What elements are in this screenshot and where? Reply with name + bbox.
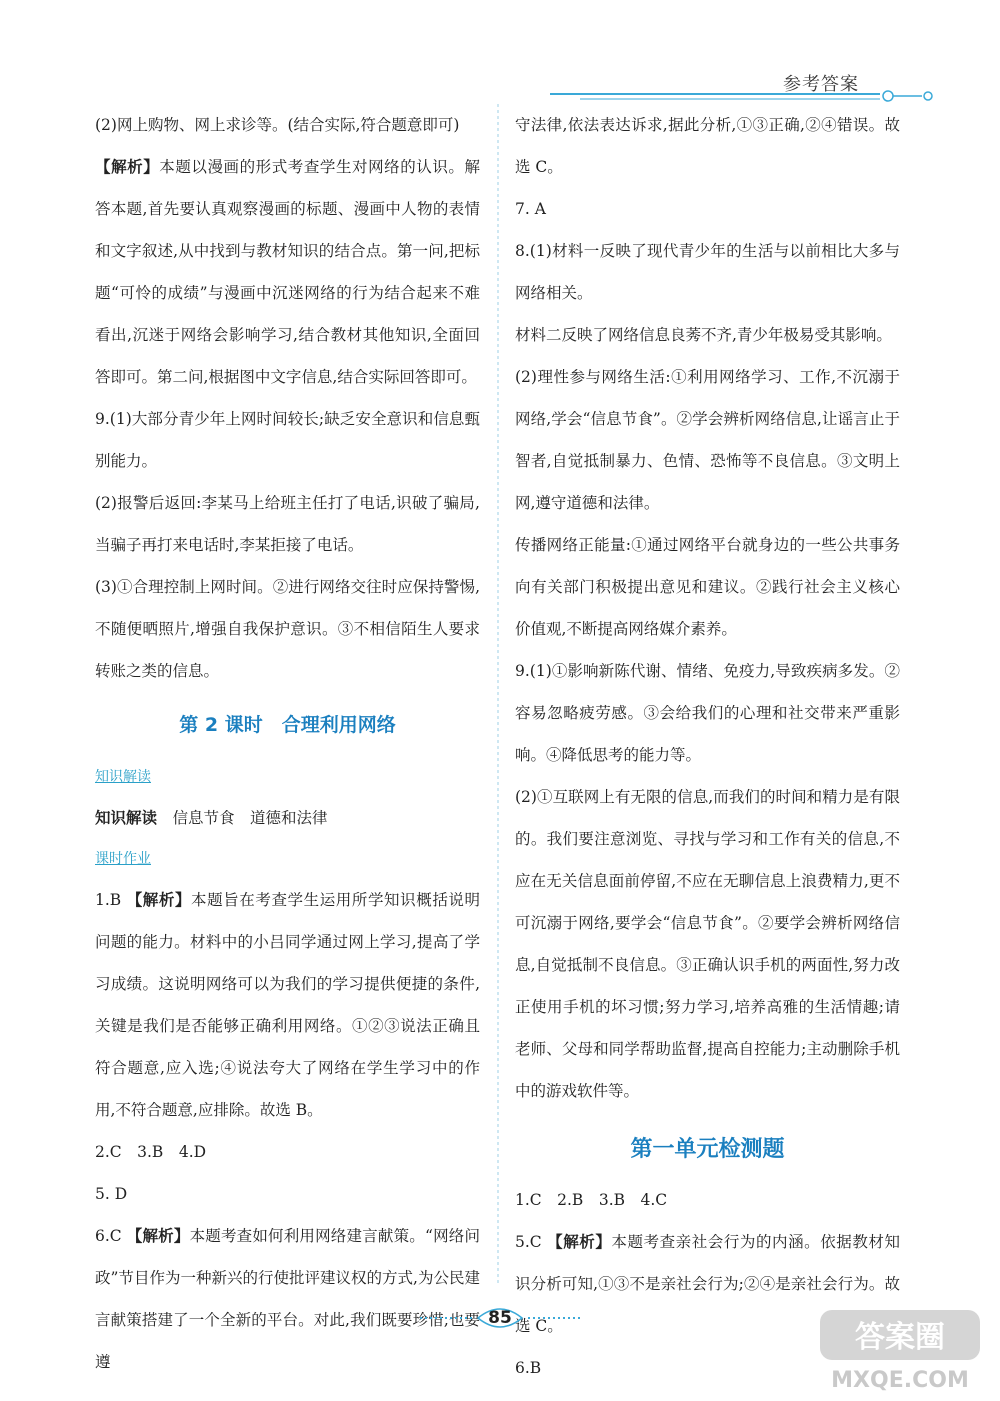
header-decoration (550, 86, 940, 106)
answer-8-1: 8.(1)材料一反映了现代青少年的生活与以前相比大多与网络相关。 (515, 242, 900, 302)
analysis-tag: 【解析】 (547, 1232, 612, 1251)
analysis-8 (95, 146, 480, 398)
analysis-tag: 【解析】 (126, 1226, 190, 1245)
test-answers-1-4: 1.C 2.B 3.B 4.C (515, 1191, 668, 1209)
answer-1 (95, 879, 480, 1131)
test-answer-5-text: 本题考查亲社会行为的内涵。依据教材知识分析可知,①③不是亲社会行为;②④是亲社会行为。故选 C。 (515, 1233, 900, 1335)
page-number: 85 (488, 1308, 512, 1328)
test-answer-5-head: 5.C (515, 1233, 548, 1251)
knowledge-text: 信息节食 道德和法律 (157, 809, 328, 827)
right-column (515, 104, 900, 1389)
answer-9-2r: (2)①互联网上有无限的信息,而我们的时间和精力是有限的。我们要注意浏览、寻找与学习和工作有关的信息,不应在无关信息面前停留,不应在无聊信息上浪费精力,更不可沉溺于网络,要学会“信息节食”。②要学会辨析网络信息,自觉抵制不良信息。③正确认识手机的两面性,努力改正使用手机的坏习惯;努力学习,培养高雅的生活情趣;请老师、父母和同学帮助监督,提高自控能力;主动删除手机中的游戏软件等。 (515, 788, 900, 1100)
answer-1-text: 本题旨在考查学生运用所学知识概括说明问题的能力。材料中的小吕同学通过网上学习,提高了学习成绩。这说明网络可以为我们的学习提供便捷的条件,关键是我们是否能够正确利用网络。①②③说法正确且符合题意,应入选;④说法夸大了网络在学生学习中的作用,不符合题意,应排除。故选 B。 (95, 891, 480, 1119)
test-answer-6: 6.B (515, 1359, 542, 1377)
sub-label-knowledge: 知识解读 (95, 769, 151, 785)
left-column (95, 104, 480, 1383)
answer-6-text: 本题考查如何利用网络建言献策。“网络问政”节目作为一种新兴的行使批评建议权的方式,为公民建言献策搭建了一个全新的平台。对此,我们既要珍惜,也要遵 (95, 1227, 480, 1371)
header-title: 参考答案 (783, 74, 859, 95)
answer-2-4: 2.C 3.B 4.D (95, 1143, 207, 1161)
section-title-lesson2: 第 2 课时 合理利用网络 (179, 714, 396, 736)
sub-label-homework: 课时作业 (95, 851, 151, 867)
answer-8-2b: 传播网络正能量:①通过网络平台就身边的一些公共事务向有关部门积极提出意见和建议。②践行社会主义核心价值观,不断提高网络媒介素养。 (515, 536, 900, 638)
answer-7: 7. A (515, 200, 546, 218)
answer-8-1b: 材料二反映了网络信息良莠不齐,青少年极易受其影响。 (515, 326, 892, 344)
analysis-tag: 【解析】 (95, 157, 160, 176)
answer-1-head: 1.B (95, 891, 127, 909)
answer-9-1r: 9.(1)①影响新陈代谢、情绪、免疫力,导致疾病多发。②容易忽略疲劳感。③会给我们的心理和社交带来严重影响。④降低思考的能力等。 (515, 662, 900, 764)
svg-text:答案圈: 答案圈 (855, 1320, 945, 1355)
knowledge-label: 知识解读 (95, 808, 158, 827)
answer-5: 5. D (95, 1185, 128, 1203)
svg-text:MXQE.COM: MXQE.COM (831, 1368, 969, 1393)
watermark-logo (815, 1305, 990, 1395)
answer-9-1: 9.(1)大部分青少年上网时间较长;缺乏安全意识和信息甄别能力。 (95, 410, 480, 470)
section-title-unit1: 第一单元检测题 (630, 1137, 785, 1162)
answer-8-2: (2)网上购物、网上求诊等。(结合实际,符合题意即可) (95, 116, 460, 134)
answer-6-cont: 守法律,依法表达诉求,据此分析,①③正确,②④错误。故选 C。 (515, 116, 900, 176)
column-divider (497, 104, 499, 1284)
analysis-text: 本题以漫画的形式考查学生对网络的认识。解答本题,首先要认真观察漫画的标题、漫画中人物的表情和文字叙述,从中找到与教材知识的结合点。第一问,把标题“可怜的成绩”与漫画中沉迷网络的行为结合起来不难看出,沉迷于网络会影响学习,结合教材其他知识,全面回答即可。第二问,根据图中文字信息,结合实际回答即可。 (95, 158, 480, 386)
answer-6-head: 6.C (95, 1227, 127, 1245)
knowledge-line (95, 797, 480, 839)
answer-9-2: (2)报警后返回:李某马上给班主任打了电话,识破了骗局,当骗子再打来电话时,李某拒接了电话。 (95, 494, 480, 554)
answer-9-3: (3)①合理控制上网时间。②进行网络交往时应保持警惕,不随便晒照片,增强自我保护意识。③不相信陌生人要求转账之类的信息。 (95, 578, 480, 680)
analysis-tag: 【解析】 (126, 890, 192, 909)
answer-8-2r: (2)理性参与网络生活:①利用网络学习、工作,不沉溺于网络,学会“信息节食”。②学会辨析网络信息,让谣言止于智者,自觉抵制暴力、色情、恐怖等不良信息。③文明上网,遵守道德和法律。 (515, 368, 900, 512)
